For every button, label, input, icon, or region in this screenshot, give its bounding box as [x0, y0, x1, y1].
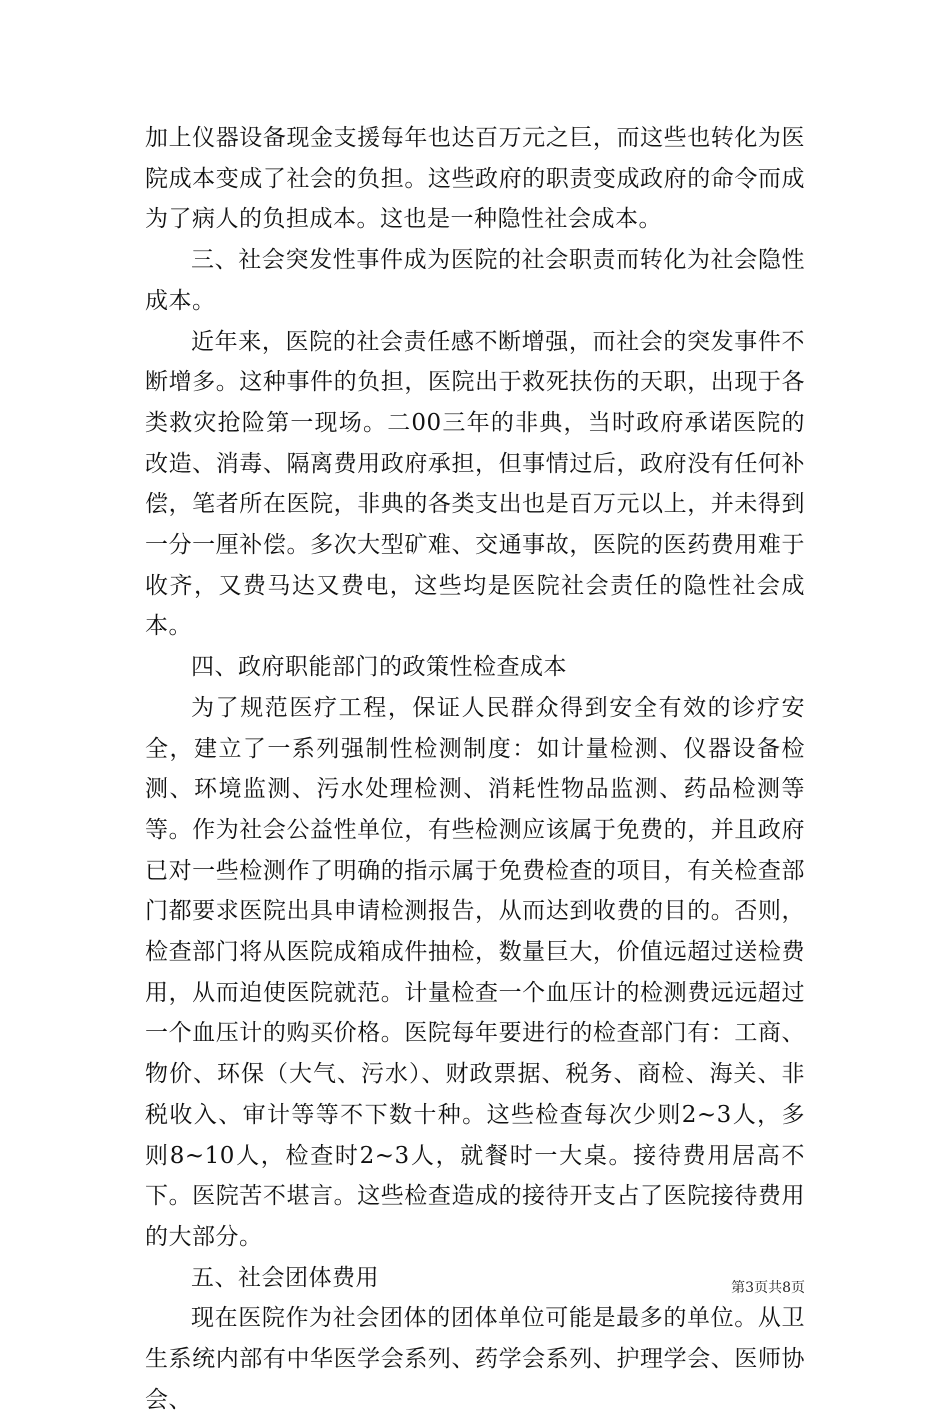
- paragraph-5: 为了规范医疗工程，保证人民群众得到安全有效的诊疗安全，建立了一系列强制性检测制度：如计量检测、仪器设备检测、环境监测、污水处理检测、消耗性物品监测、药品检测等等。作为社会公益性单位，有些检测应该属于免费的，并且政府已对一些检测作了明确的指示属于免费检查的项目，有关检查部门都要求医院出具申请检测报告，从而达到收费的目的。否则，检查部门将从医院成箱成件抽检，数量巨大，价值远超过送检费用，从而迫使医院就范。计量检查一个血压计的检测费远远超过一个血压计的购买价格。医院每年要进行的检查部门有：工商、物价、环保（大气、污水）、财政票据、税务、商检、海关、非税收入、审计等等不下数十种。这些检查每次少则2~3人，多则8~10人，检查时2~3人，就餐时一大桌。接待费用居高不下。医院苦不堪言。这些检查造成的接待开支占了医院接待费用的大部分。: [145, 694, 805, 1250]
- paragraph-4-heading: 四、政府职能部门的政策性检查成本: [191, 654, 567, 681]
- page-number-footer: 第3页共8页: [731, 1280, 805, 1296]
- paragraph-1: 加上仪器设备现金支援每年也达百万元之巨，而这些也转化为医院成本变成了社会的负担。这些政府的职责变成政府的命令而成为了病人的负担成本。这也是一种隐性社会成本。: [145, 125, 805, 233]
- paragraph-2-heading: 三、社会突发性事件成为医院的社会职责而转化为社会隐性成本。: [145, 247, 805, 314]
- paragraph-7: 现在医院作为社会团体的团体单位可能是最多的单位。从卫生系统内部有中华医学会系列、药学会系列、护理学会、医师协会、: [145, 1305, 805, 1413]
- document-body: [145, 118, 805, 1421]
- paragraph-6-heading: 五、社会团体费用: [191, 1264, 379, 1291]
- paragraph-3: 近年来，医院的社会责任感不断增强，而社会的突发事件不断增多。这种事件的负担，医院出于救死扶伤的天职，出现于各类救灾抢险第一现场。二00三年的非典，当时政府承诺医院的改造、消毒、隔离费用政府承担，但事情过后，政府没有任何补偿，笔者所在医院，非典的各类支出也是百万元以上，并未得到一分一厘补偿。多次大型矿难、交通事故，医院的医药费用难于收齐，又费马达又费电，这些均是医院社会责任的隐性社会成本。: [145, 328, 805, 640]
